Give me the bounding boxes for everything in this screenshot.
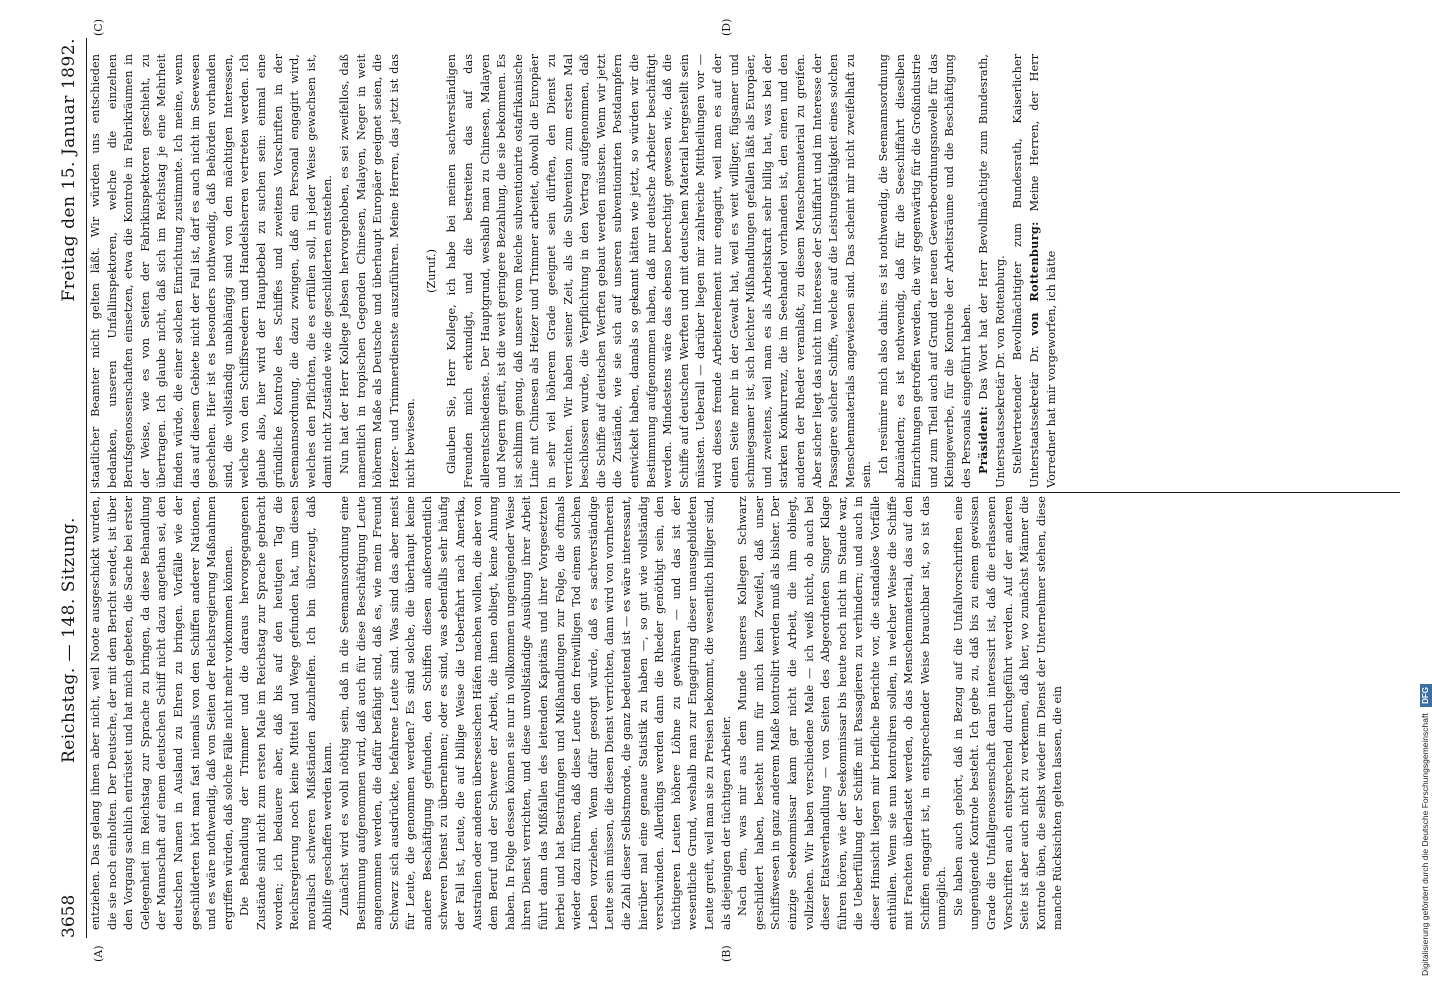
session-title: Reichstag. — 148. Sitzung. <box>59 517 79 763</box>
speaker-text: Meine Herren, der Herr Vorredner hat mir vorgeworfen, ich hätte <box>1028 54 1058 488</box>
paragraph: Zunächst wird es wohl nöthig sein, daß in die Seemannsordnung eine Bestimmung aufgenommen wird, daß auch für diese Beschäftigung Leute angenommen werden, die dafür befähigt sind, daß es, wie mein Freund Schwarz sich ausdrückte, befahrene Leute sind. Was sind das aber meist für Leute, die genommen werden? Es sind solche, die überhaupt keine andere Beschäftigung gefunden, den Schiffen diesen außerordentlich schweren Dienst zu übernehmen; oder es sind, was ebenfalls sehr häufig der Fall ist, Leute, die auf billige Weise die Ueberfahrt nach Amerika, Australien oder anderen überseeischen Häfen machen wollen, die aber von dem Beruf und der Schwere der Arbeit, die ihnen obliegt, keine Ahnung haben. In Folge dessen können sie nur in vollkommen ungenügender Weise ihren Dienst verrichten, und diese unvollständige Ausübung ihrer Arbeit führt dann das Mißfallen des leitenden Kapitäns und ihrer Vorgesetzten herbei und hat Bestrafungen und Mißhandlungen zur Folge, die oftmals wieder dazu führen, daß diese Leute den freiwilligen Tod einem solchen Leben vorziehen. Wenn dafür gesorgt würde, daß es sachverständige Leute sein müssen, die diesen Dienst verrichten, dann wird von vornherein die Zahl dieser Selbstmorde, die ganz bedeutend ist — es wäre interessant, hierüber mal eine genaue Statistik zu haben —, so gut wie vollständig verschwinden. Allerdings werden dann die Rheder genöthigt sein, den tüchtigeren Leuten höhere Löhne zu gewähren — und das ist der wesentliche Grund, weshalb man zur Engagirung dieser unausgebildeten Leute greift, weil man sie zu Preisen bekommt, die wesentlich billiger sind, als diejenigen der tüchtigen Arbeiter. <box>337 496 733 930</box>
speaker-paragraph <box>975 54 1009 488</box>
interjection: (Zuruf.) <box>424 249 438 293</box>
digitization-credit <box>1418 26 1432 986</box>
margin-marker-c: (C) <box>92 19 105 36</box>
paragraph: staatlicher Beamter nicht gelten läßt. Wir würden uns entschieden bedanken, unseren Unfallinspektoren, welche die einzelnen Berufsgenossenschaften einsetzen, etwa die Kontrole in Fabrikräumen in der Weise, wie es von Seiten der Fabrikinspektoren geschieht, zu übertragen. Ich glaube nicht, daß sich im Reichstag je eine Mehrheit finden würde, die einer solchen Einrichtung zustimmte. Ich meine, wenn das auf diesem Gebiete nicht der Fall ist, darf es auch nicht im Seewesen geschehen. Hier ist es besonders nothwendig, daß Behörden vorhanden sind, die vollständig unabhängig sind von den mächtigen Interessen, welche von den Schiffsreedern und Handelsherren vertreten werden. Ich glaube also, hier wird der Hauptbebel zu suchen sein: einmal eine gründliche Kontrole des Schiffes und zweitens Vorschriften in der Seemannsordnung, die dazu zwingen, daß ein Personal engagirt wird, welches den Pflichten, die es erfüllen soll, in jeder Weise gewachsen ist, damit nicht Zustände wie die geschilderten entstehen. <box>89 54 335 488</box>
credit-text-rotated <box>1418 36 1432 976</box>
margin-marker-b: (B) <box>720 945 733 962</box>
dfg-logo: DFG <box>1420 684 1432 707</box>
page-number: 3658 <box>59 894 79 938</box>
paragraph: Ich resümire mich also dahin: es ist nothwendig, die Seemannsordnung abzuändern; es ist nothwendig, daß für die Seeschiffahrt dieselben Einrichtungen getroffen werden, die wir gegenwärtig für die Großindustrie und zum Theil auch auf Grund der neuen Gewerbeordnungsnovelle für das Kleingewerbe, für die Kontrole der Arbeitsräume und die Beschäftigung des Personals eingeführt haben. <box>876 54 973 488</box>
speaker-intro: Stellvertretender Bevollmächtigter zum Bundesrath, Kaiserlicher Unterstaatssekretär Dr. <box>1010 54 1042 488</box>
paragraph: Sie haben auch gehört, daß in Bezug auf die Unfallvorschriften eine ungenügende Kontrole besteht. Ich gebe zu, daß bis zu einem gewissen Grade die Unfallgenossenschaft daran interessirt ist, daß die erlassenen Vorschriften auch entsprechend durchgeführt werden. Auf der anderen Seite ist aber auch nicht zu verkennen, daß hier, wo zunächst Männer die Kontrole üben, die selbst wieder im Dienst der Unternehmer stehen, diese manche Rücksichten gelten lassen, die ein <box>951 496 1065 930</box>
speaker-paragraph <box>1010 54 1061 488</box>
paragraph: Nach dem, was mir aus dem Munde unseres Kollegen Schwarz geschildert haben, besteht nun für mich kein Zweifel, daß unser Schiffswesen in ganz anderem Maße kontrolirt werden muß als bisher. Der einzige Seekommissar kann gar nicht die Arbeit, die ihm obliegt, vollziehen. Wir haben verschiedene Male — ich weiß nicht, ob auch bei dieser Etatsverhandlung — von Seiten des Abgeordneten Singer Klage führen hören, wie der Seekommissar bis heute noch nicht im Stande war, die Ueberfüllung der Schiffe mit Passagieren zu verhindern; und auch in dieser Hinsicht liegen mir briefliche Berichte vor, die standalöse Vorfälle enthüllen. Wenn sie nun kontroliren sollen, in welcher Weise die Schiffe mit Frachten überlastet werden, ob das Menschenmaterial, das auf den Schiffen engagirt ist, in entsprechender Weise brauchbar ist, so ist das unmöglich. <box>736 496 949 930</box>
column-divider <box>90 492 1400 493</box>
speaker-label-president: Präsident: <box>976 405 991 474</box>
right-text-column <box>88 54 1403 488</box>
left-text-column <box>88 496 1403 930</box>
paragraph: entziehen. Das gelang ihnen aber nicht, weil Noote ausgeschickt wurden, die sie noch einholten. Der Deutsche, der mit dem Bericht sendet, ist über den Vorgang sachlich entrüstet und hat mich gebeten, die Sache bei erster Gelegenheit im Reichstag zur Sprache zu bringen, da diese Behandlung der Mannschaft auf einem deutschen Schiff nicht dazu angethan sei, den deutschen Namen in Ausland zu Ehren zu bringen. Vorfälle wie der geschilderten hört man fast niemals von den Schiffen anderer Nationen, und es wäre nothwendig, daß von Seiten der Reichsregierung Maßnahmen ergriffen würden, daß solche Fälle nicht mehr vorkommen können. <box>89 496 235 930</box>
margin-marker-d: (D) <box>720 18 733 36</box>
speaker-text: Das Wort hat der Herr Bevollmächtigte zum Bundesrath, Unterstaatssekretär Dr. von Rottenburg. <box>977 54 1008 488</box>
header-rule <box>86 38 87 938</box>
credit-label: Digitalisierung gefördert durch die Deutsche Forschungsgemeinschaft <box>1420 713 1430 976</box>
paragraph: Die Behandlung der Trimmer und die daraus hervorgegangenen Zustände sind nicht zum ersten Male im Reichstag zur Sprache gebracht worden; ich bedauere aber, daß bis auf den heutigen Tag die Reichsregierung noch keine Mittel und Wege gefunden hat, um diesen moralisch schweren Mißständen abzuhelfen. Ich bin überzeugt, daß Abhilfe geschaffen werden kann. <box>238 496 335 930</box>
margin-marker-a: (A) <box>92 945 105 962</box>
page-header <box>54 38 84 938</box>
paragraph: Nun hat der Herr Kollege Jebsen hervorgehoben, es sei zweifellos, daß namentlich in tropischen Gegenden Chinesen, Malayen, Neger in weit höherem Maße als Deutsche und überhaupt Europäer geeignet seien, die Heizer- und Trimmerdienste auszuführen. Meine Herren, das jetzt ist das nicht bewiesen. <box>337 54 418 488</box>
speaker-label-rottenburg: von Rottenburg: <box>1027 221 1042 336</box>
paragraph: Glauben Sie, Herr Kollege, ich habe bei meinen sachverständigen Freunden mich erkundigt, und die bestreiten das auf das allerentschiedenste. Der Hauptgrund, weshalb man zu Chinesen, Malayen und Negern greift, ist die weit geringere Bezahlung, die sie bekommen. Es ist schlimm genug, daß unsere vom Reiche subventionirte ostafrikanische Linie mit Chinesen als Heizer und Trimmer arbeitet, obwohl die Europäer in sehr viel höherem Grade geeignet sein dürften, den Dienst zu verrichten. Wir haben seiner Zeit, als die Subvention zum ersten Mal beschlossen wurde, die Verpflichtung in den Vertrag aufgenommen, daß die Schiffe auf deutschen Werften gebaut werden müssten. Wenn wir jetzt die Zustände, wie sie sich auf unseren subventionirten Postdampfern entwickelt haben, damals so gekannt hätten wie jetzt, so würden wir die Bestimmung aufgenommen haben, daß nur deutsche Arbeiter beschäftigt werden. Mindestens wäre das ebenso berechtigt gewesen wie, daß die Schiffe auf deutschen Werften und mit deutschem Material hergestellt sein müssten. Ueberall — darüber liegen mir zahlreiche Mittheilungen vor — wird dieses fremde Arbeiterelement nur engagirt, weil man es auf der einen Seite mehr in der Gewalt hat, weil es weit williger, fügsamer und schmiegsamer ist, sich leichter Mißhandlungen gefallen läßt als Europäer, und zweitens, weil man es als Arbeitskraft sehr billig hat, was bei der starken Konkurrenz, die im Seehandel vorhanden ist, den einen und den anderen der Rheder veranlaßt, zu diesem Menschenmaterial zu greifen. Aber sicher liegt das nicht im Interesse der Schiffahrt und im Interesse der Passagiere solcher Schiffe, welche auf die Leistungsfähigkeit eines solchen Menschenmaterials angewiesen sind. Das scheint mir nicht zweifelhaft zu sein. <box>445 54 874 488</box>
session-date: Freitag den 15. Januar 1892. <box>59 38 79 302</box>
